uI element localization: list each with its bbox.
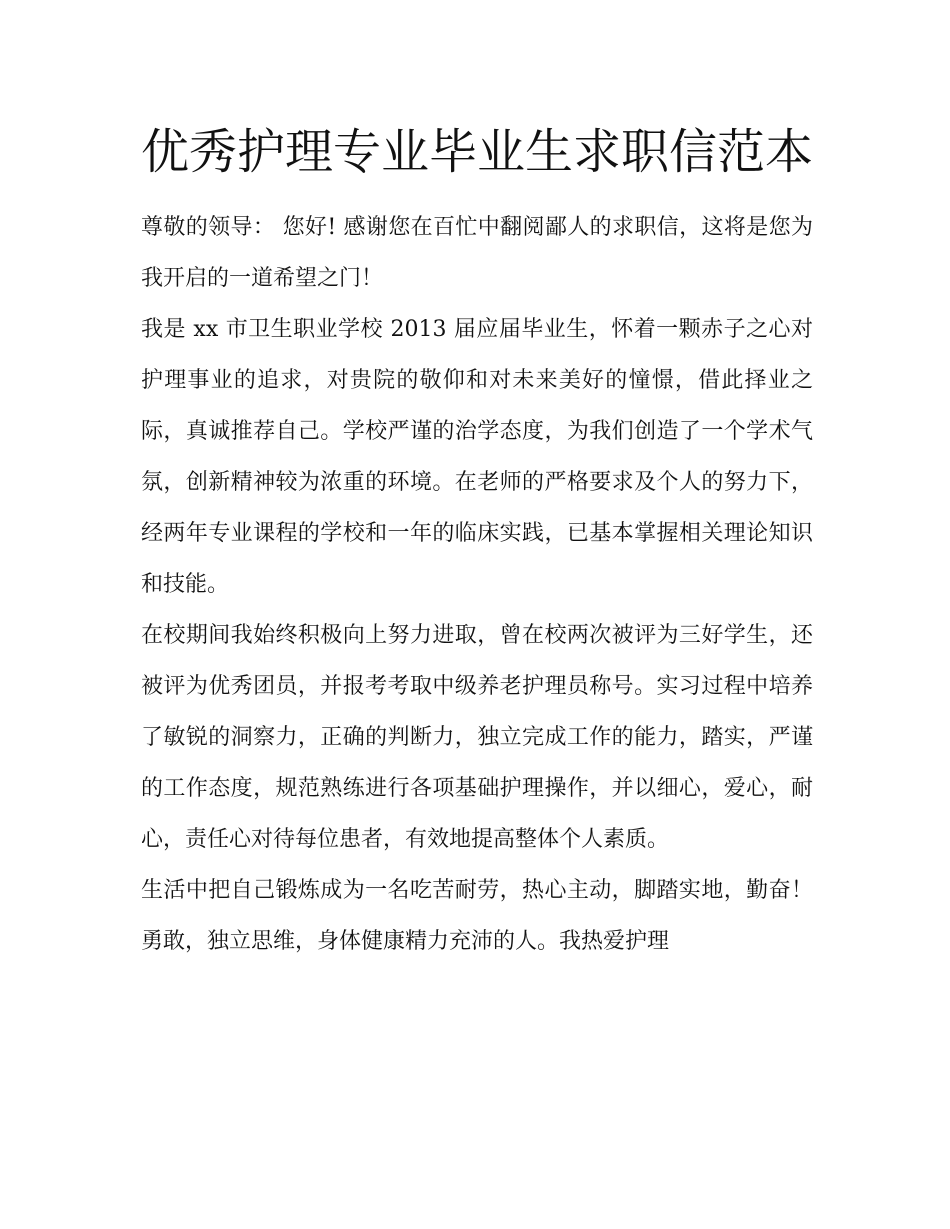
- paragraph-greeting: 尊敬的领导： 您好! 感谢您在百忙中翻阅鄙人的求职信，这将是您为我开启的一道希望之门！: [141, 215, 813, 291]
- document-page: [141, 112, 813, 967]
- paragraph-introduction: 我是 xx 市卫生职业学校 2013 届应届毕业生，怀着一颗赤子之心对护理事业的追求，对贵院的敬仰和对未来美好的憧憬，借此择业之际，真诚推荐自己。学校严谨的治学态度，为我们创造了一个学术气氛，创新精神较为浓重的环境。在老师的严格要求及个人的努力下，经两年专业课程的学校和一年的临床实践，已基本掌握相关理论知识和技能。: [141, 317, 813, 597]
- paragraph-personal-qualities: 生活中把自己锻炼成为一名吃苦耐劳，热心主动，脚踏实地，勤奋！勇敢，独立思维，身体健康精力充沛的人。我热爱护理: [141, 878, 813, 954]
- paragraph-school-achievements: 在校期间我始终积极向上努力进取，曾在校两次被评为三好学生，还被评为优秀团员，并报考考取中级养老护理员称号。实习过程中培养了敏锐的洞察力，正确的判断力，独立完成工作的能力，踏实，严谨的工作态度，规范熟练进行各项基础护理操作，并以细心，爱心，耐心，责任心对待每位患者，有效地提高整体个人素质。: [141, 623, 813, 852]
- document-title: 优秀护理专业毕业生求职信范本: [141, 124, 814, 180]
